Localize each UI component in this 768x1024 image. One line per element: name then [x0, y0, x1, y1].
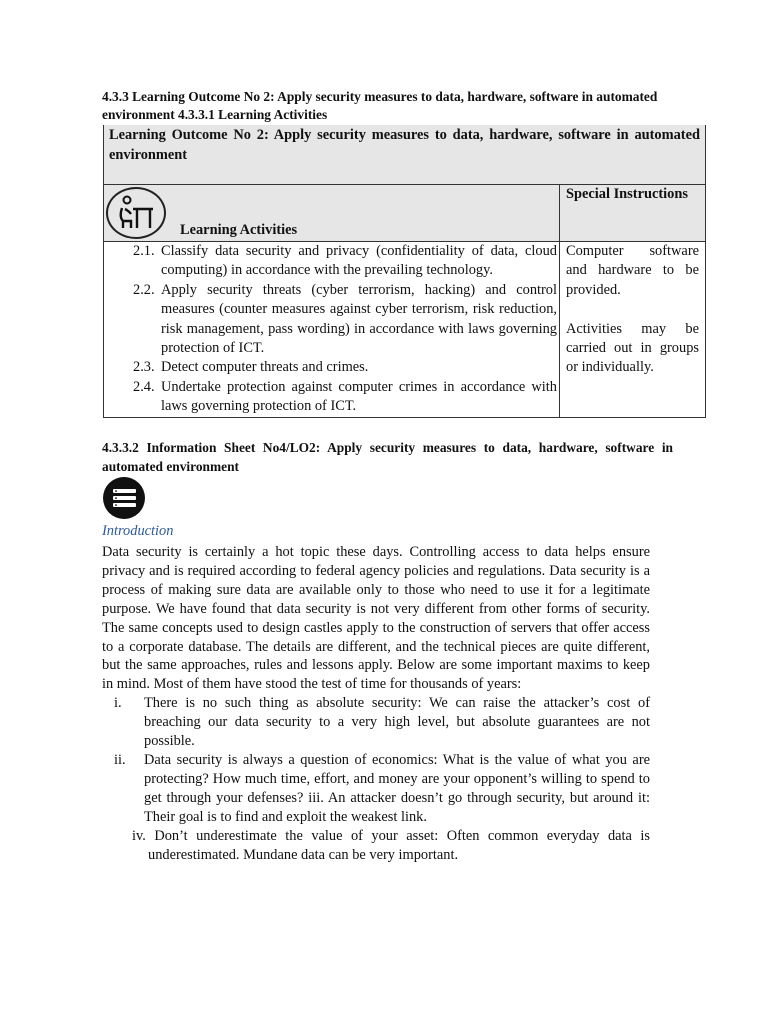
information-sheet-heading: 4.3.3.2 Information Sheet No4/LO2: Apply security measures to data, hardware, software in automated environment: [102, 440, 673, 474]
activity-text: Apply security threats (cyber terrorism, hacking) and control measures (counter measures against cyber terrorism, risk reduction, risk management, pass wording) in accordance with laws governing protection of ICT.: [161, 281, 557, 357]
list-item: [104, 281, 557, 359]
maxims-list: [102, 694, 650, 864]
list-item: [102, 694, 650, 751]
spacer: [566, 300, 699, 319]
list-item: [102, 751, 650, 827]
instruction-text: Activities may be carried out in groups or individually.: [566, 320, 699, 376]
list-item: [104, 242, 557, 281]
learning-activities-table: [103, 125, 706, 418]
activities-header-cell: [104, 185, 560, 242]
list-item: [104, 358, 557, 377]
information-body: [102, 543, 650, 864]
special-instructions-header: Special Instructions: [560, 185, 706, 242]
activity-number: 2.1.: [133, 243, 155, 259]
table-banner: Learning Outcome No 2: Apply security measures to data, hardware, software in automated environment: [104, 125, 706, 185]
learner-at-desk-icon: [106, 187, 166, 239]
activity-text: Undertake protection against computer crimes in accordance with laws governing protection of ICT.: [161, 378, 557, 415]
learning-outcome-heading: 4.3.3 Learning Outcome No 2: Apply security measures to data, hardware, software in automated environment 4.3.3.1 Learning Activities: [102, 89, 658, 122]
list-item: [102, 827, 650, 865]
activity-number: 2.4.: [133, 378, 155, 395]
learning-activities-label: Learning Activities: [180, 222, 298, 238]
activity-number: 2.3.: [133, 359, 155, 376]
list-item: [104, 378, 557, 417]
intro-paragraph: Data security is certainly a hot topic these days. Controlling access to data helps ensure privacy and is required according to federal agency policies and regulations. Data security is a process of making sure data are available only to those who need to use it for a legitimate purpose. We have found that data security is not very different from other forms of security. The same concepts used to design castles apply to the construction of servers that offer access to a corporate database. The details are different, and the technical pieces are quite different, but the same approaches, rules and lessons apply. Below are some important maxims to keep in mind. Most of them have stood the test of time for thousands of years:: [102, 544, 650, 693]
maxim-text: Data security is always a question of economics: What is the value of what you are protecting? How much time, effort, and money are your opponent’s willing to spend to get through your defenses? iii. An attacker doesn’t go through security, but around it: Their goal is to find and exploit the weakest link.: [144, 751, 650, 825]
instructions-cell: [560, 242, 706, 418]
instruction-text: Computer software and hardware to be provided.: [566, 243, 699, 298]
maxim-text: There is no such thing as absolute security: We can raise the attacker’s cost of breaching our data security to a very high level, but absolute guarantees are not possible.: [144, 695, 650, 750]
introduction-title: Introduction: [102, 523, 174, 539]
maxim-number: iv.: [132, 827, 146, 844]
maxim-text: Don’t underestimate the value of your asset: Often common everyday data is underestimated. Mundane data can be very important.: [148, 827, 650, 863]
maxim-number: ii.: [114, 751, 126, 768]
activity-number: 2.2.: [133, 281, 155, 298]
activity-text: Classify data security and privacy (confidentiality of data, cloud computing) in accordance with the prevailing technology.: [161, 243, 557, 279]
activities-cell: [104, 242, 560, 418]
information-sheet-icon: [102, 476, 146, 520]
activity-text: Detect computer threats and crimes.: [161, 359, 369, 376]
maxim-number: i.: [114, 695, 122, 712]
